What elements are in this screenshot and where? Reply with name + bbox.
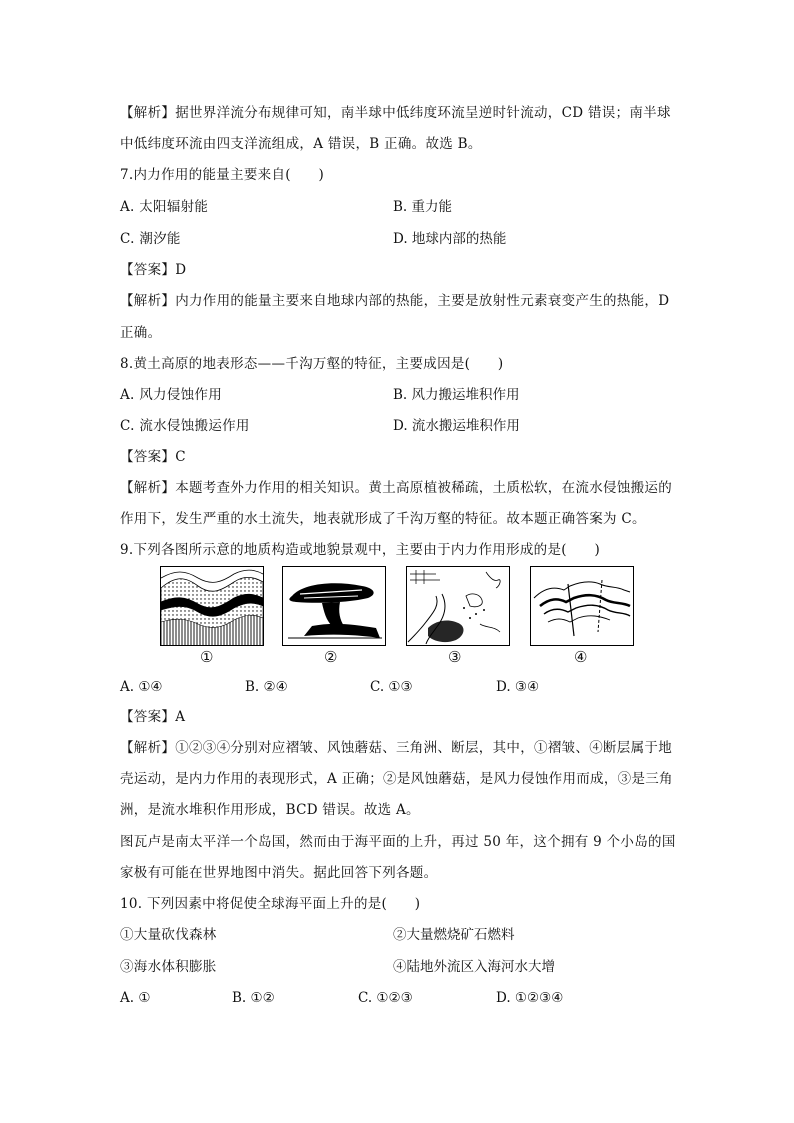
q8-analysis-line1: 【解析】本题考查外力作用的相关知识。黄土高原植被稀疏，土质松软，在流水侵蚀搬运的 — [120, 480, 672, 496]
q7-option-d: D. 地球内部的热能 — [393, 231, 507, 247]
q8-stem: 8.黄土高原的地表形态——千沟万壑的特征，主要成因是( ) — [120, 356, 504, 372]
q10-item-2: ②大量燃烧矿石燃料 — [393, 927, 515, 943]
q9-option-a: A. ①④ — [120, 679, 163, 695]
q8-option-c: C. 流水侵蚀搬运作用 — [120, 418, 250, 434]
q10-option-c: C. ①②③ — [358, 990, 413, 1006]
figure-label-4: ④ — [574, 648, 588, 666]
q9-analysis-line2: 壳运动，是内力作用的表现形式，A 正确；②是风蚀蘑菇，是风力侵蚀作用而成，③是三角 — [120, 771, 673, 787]
q9-option-d: D. ③④ — [496, 679, 540, 695]
figure-fault — [530, 566, 634, 646]
passage-line1: 图瓦卢是南太平洋一个岛国，然而由于海平面的上升，再过 50 年，这个拥有 9 个小岛的国 — [120, 834, 676, 850]
q10-stem: 10. 下列因素中将促使全球海平面上升的是( ) — [120, 896, 421, 912]
q6-analysis-line2: 中低纬度环流由四支洋流组成，A 错误，B 正确。故选 B。 — [120, 136, 482, 152]
q9-stem: 9.下列各图所示意的地质构造或地貌景观中，主要由于内力作用形成的是( ) — [120, 542, 601, 558]
q8-analysis-line2: 作用下，发生严重的水土流失，地表就形成了千沟万壑的特征。故本题正确答案为 C。 — [120, 511, 646, 527]
q8-option-b: B. 风力搬运堆积作用 — [393, 387, 520, 403]
q7-analysis-line1: 【解析】内力作用的能量主要来自地球内部的热能，主要是放射性元素衰变产生的热能，D — [120, 293, 670, 309]
q7-stem: 7.内力作用的能量主要来自( ) — [120, 167, 325, 183]
q9-analysis-line1: 【解析】①②③④分别对应褶皱、风蚀蘑菇、三角洲、断层，其中，①褶皱、④断层属于地 — [120, 740, 672, 756]
q7-option-b: B. 重力能 — [393, 199, 453, 215]
q7-analysis-line2: 正确。 — [120, 325, 162, 341]
q10-option-b: B. ①② — [232, 990, 275, 1006]
figure-label-3: ③ — [448, 648, 462, 666]
figure-delta — [406, 566, 510, 646]
q10-option-a: A. ① — [120, 990, 151, 1006]
q9-analysis-line3: 洲，是流水堆积作用形成，BCD 错误。故选 A。 — [120, 802, 420, 818]
q9-option-c: C. ①③ — [370, 679, 413, 695]
q7-answer: 【答案】D — [120, 262, 187, 278]
passage-line2: 家极有可能在世界地图中消失。据此回答下列各题。 — [120, 865, 438, 881]
q10-option-d: D. ①②③④ — [496, 990, 564, 1006]
q7-option-a: A. 太阳辐射能 — [120, 199, 209, 215]
q10-item-4: ④陆地外流区入海河水大增 — [393, 959, 555, 975]
figure-mushroom-rock — [282, 566, 386, 646]
q8-option-d: D. 流水搬运堆积作用 — [393, 418, 520, 434]
figure-fold — [160, 566, 264, 646]
q8-option-a: A. 风力侵蚀作用 — [120, 387, 223, 403]
q7-option-c: C. 潮汐能 — [120, 231, 181, 247]
q10-item-3: ③海水体积膨胀 — [120, 959, 217, 975]
q8-answer: 【答案】C — [120, 449, 186, 465]
q9-answer: 【答案】A — [120, 709, 186, 725]
figure-label-1: ① — [200, 648, 214, 666]
q6-analysis-line1: 【解析】据世界洋流分布规律可知，南半球中低纬度环流呈逆时针流动，CD 错误；南半球 — [120, 105, 671, 121]
q9-option-b: B. ②④ — [245, 679, 288, 695]
figure-label-2: ② — [324, 648, 338, 666]
q10-item-1: ①大量砍伐森林 — [120, 927, 217, 943]
